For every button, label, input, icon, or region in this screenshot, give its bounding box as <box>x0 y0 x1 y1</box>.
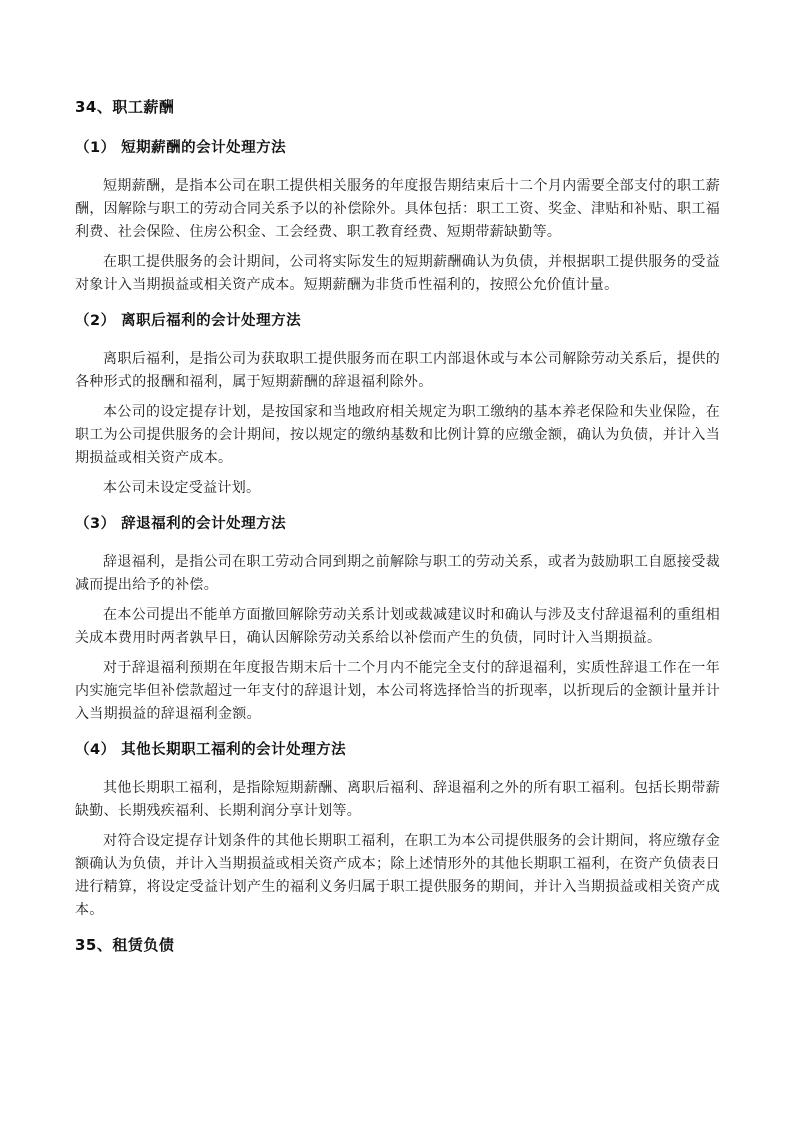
section-heading-35: 35、租赁负债 <box>75 936 175 954</box>
paragraph: 在职工提供服务的会计期间，公司将实际发生的短期薪酬确认为负债，并根据职工提供服务的受益对象计入当期损益或相关资产成本。短期薪酬为非货币性福利的，按照公允价值计量。 <box>75 255 720 293</box>
paragraph: 在本公司提出不能单方面撤回解除劳动关系计划或裁减建议时和确认与涉及支付辞退福利的重组相关成本费用时两者孰早日，确认因解除劳动关系给以补偿而产生的负债，同时计入当期损益。 <box>75 608 720 646</box>
subsection-heading-4: （4） 其他长期职工福利的会计处理方法 <box>75 742 347 758</box>
subsection-heading-2: （2） 离职后福利的会计处理方法 <box>75 313 302 329</box>
paragraph: 离职后福利，是指公司为获取职工提供服务而在职工内部退休或与本公司解除劳动关系后，提供的各种形式的报酬和福利，属于短期薪酬的辞退福利除外。 <box>75 352 720 390</box>
paragraph: 其他长期职工福利，是指除短期薪酬、离职后福利、辞退福利之外的所有职工福利。包括长期带薪缺勤、长期残疾福利、长期利润分享计划等。 <box>75 781 720 819</box>
subsection-heading-3: （3） 辞退福利的会计处理方法 <box>75 516 287 532</box>
paragraph: 辞退福利，是指公司在职工劳动合同到期之前解除与职工的劳动关系，或者为鼓励职工自愿接受裁减而提出给予的补偿。 <box>75 555 720 593</box>
section-heading-34: 34、职工薪酬 <box>75 98 175 116</box>
subsection-heading-1: （1） 短期薪酬的会计处理方法 <box>75 140 287 156</box>
paragraph: 本公司未设定受益计划。 <box>103 481 261 496</box>
paragraph: 短期薪酬，是指本公司在职工提供相关服务的年度报告期结束后十二个月内需要全部支付的职工薪酬，因解除与职工的劳动合同关系予以的补偿除外。具体包括：职工工资、奖金、津贴和补贴、职工福利费、社会保险、住房公积金、工会经费、职工教育经费、短期带薪缺勤等。 <box>75 179 720 240</box>
paragraph: 对符合设定提存计划条件的其他长期职工福利，在职工为本公司提供服务的会计期间，将应缴存金额确认为负债，并计入当期损益或相关资产成本；除上述情形外的其他长期职工福利，在资产负债表日进行精算，将设定受益计划产生的福利义务归属于职工提供服务的期间，并计入当期损益或相关资产成本。 <box>75 834 720 918</box>
paragraph: 本公司的设定提存计划，是按国家和当地政府相关规定为职工缴纳的基本养老保险和失业保险，在职工为公司提供服务的会计期间，按以规定的缴纳基数和比例计算的应缴金额，确认为负债，并计入当期损益或相关资产成本。 <box>75 405 720 466</box>
paragraph: 对于辞退福利预期在年度报告期末后十二个月内不能完全支付的辞退福利，实质性辞退工作在一年内实施完毕但补偿款超过一年支付的辞退计划，本公司将选择恰当的折现率，以折现后的金额计量并计入当期损益的辞退福利金额。 <box>75 661 720 722</box>
